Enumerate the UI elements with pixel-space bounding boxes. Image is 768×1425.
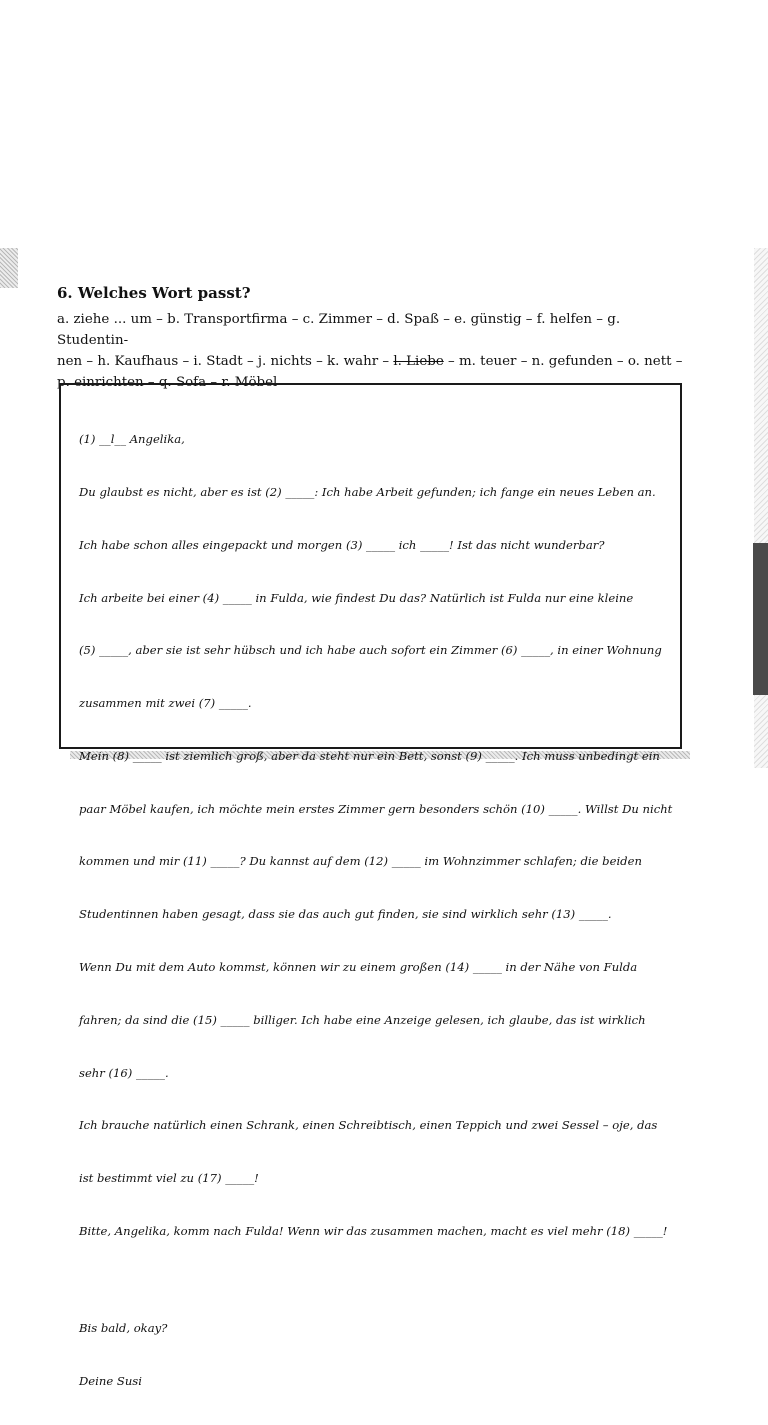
word-bank	[57, 309, 687, 393]
scan-dark-bar	[753, 543, 768, 695]
word-bank-line-1: a. ziehe ... um – b. Transportfirma – c. Zimmer – d. Spaß – e. günstig – f. helfen – g. Studentin-	[57, 312, 621, 348]
letter-line: Bitte, Angelika, komm nach Fulda! Wenn wir das zusammen machen, macht es viel mehr (18) _____!	[79, 1223, 668, 1238]
letter-line: (5) _____, aber sie ist sehr hübsch und ich habe auch sofort ein Zimmer (6) _____, in einer Wohnung	[79, 643, 662, 658]
letter-line: Ich habe schon alles eingepackt und morgen (3) _____ ich _____! Ist das nicht wunderbar?	[79, 537, 605, 552]
letter-closing: Bis bald, okay?	[79, 1320, 168, 1335]
letter-line: Wenn Du mit dem Auto kommst, können wir zu einem großen (14) _____ in der Nähe von Fulda	[79, 960, 638, 974]
letter-line: Mein (8) _____ ist ziemlich groß, aber da steht nur ein Bett, sonst (9) _____. Ich muss unbedingt ein	[79, 748, 660, 763]
letter-line: kommen und mir (11) _____? Du kannst auf dem (12) _____ im Wohnzimmer schlafen; die beiden	[79, 854, 642, 869]
letter-line: Ich brauche natürlich einen Schrank, einen Schreibtisch, einen Teppich und zwei Sessel – oje, das	[79, 1118, 658, 1133]
letter-line: Studentinnen haben gesagt, dass sie das auch gut finden, sie sind wirklich sehr (13) _____.	[79, 907, 612, 922]
letter-line: Ich arbeite bei einer (4) _____ in Fulda, wie findest Du das? Natürlich ist Fulda nur eine kleine	[79, 590, 634, 605]
word-bank-line-2-end: – m. teuer – n. gefunden – o. nett –	[443, 354, 683, 369]
letter-spacer	[79, 1276, 679, 1285]
letter-line: zusammen mit zwei (7) _____.	[79, 696, 252, 711]
word-bank-struck-item: l. Liebe	[393, 354, 444, 369]
word-bank-line-3: p. einrichten – q. Sofa – r. Möbel	[57, 375, 278, 390]
letter-line: paar Möbel kaufen, ich möchte mein erstes Zimmer gern besonders schön (10) _____. Willst Du nicht	[79, 801, 673, 816]
word-bank-line-2-start: nen – h. Kaufhaus – i. Stadt – j. nichts – k. wahr –	[57, 354, 394, 369]
letter-line: (1) __l__ Angelika,	[79, 432, 185, 447]
scan-artifact-left	[0, 248, 18, 288]
exercise-heading: 6. Welches Wort passt?	[57, 284, 251, 302]
letter-text	[79, 396, 679, 1425]
letter-line: ist bestimmt viel zu (17) _____!	[79, 1171, 259, 1186]
letter-line: sehr (16) _____.	[79, 1065, 169, 1080]
letter-line: Du glaubst es nicht, aber es ist (2) _____: Ich habe Arbeit gefunden; ich fange ein neues Leben an.	[79, 484, 656, 499]
letter-signature: Deine Susi	[79, 1373, 142, 1388]
letter-line: fahren; da sind die (15) _____ billiger. Ich habe eine Anzeige gelesen, ich glaube, das ist wirklich	[79, 1012, 646, 1027]
